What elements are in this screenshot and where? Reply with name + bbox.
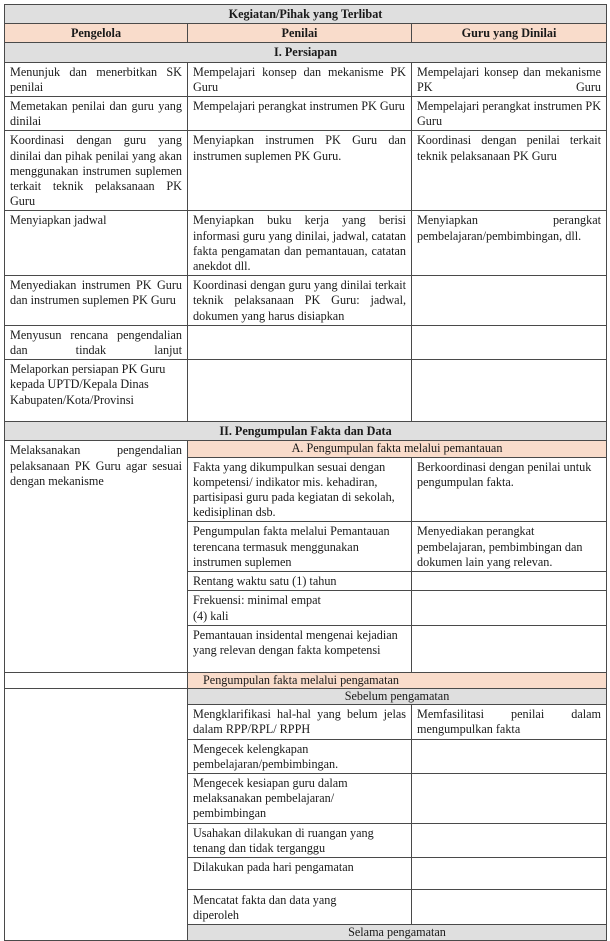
cell-penilai: Fakta yang dikumpulkan sesuai dengan kompetensi/ indikator mis. kehadiran, partisipasi guru pada kegiatan di sekolah, kedisiplinan dsb.: [188, 457, 412, 522]
section-2-title: II. Pengumpulan Fakta dan Data: [5, 422, 607, 441]
cell-pengelola-empty: [5, 688, 188, 940]
cell-guru: [412, 773, 607, 823]
sub-a-header-row: [5, 441, 607, 457]
section-1-row: [5, 43, 607, 62]
cell-penilai: Pemantauan insidental mengenai kejadian yang relevan dengan fakta kompetensi: [188, 625, 412, 672]
cell-guru: [412, 823, 607, 857]
cell-pengelola: Menyusun rencana pengendalian dan tindak lanjut: [5, 325, 188, 359]
sub-a-title: A. Pengumpulan fakta melalui pemantauan: [188, 441, 607, 457]
cell-penilai: Mengecek kelengkapan pembelajaran/pembimbingan.: [188, 739, 412, 773]
cell-guru: [412, 572, 607, 591]
sub-b-title: Pengumpulan fakta melalui pengamatan: [188, 672, 607, 688]
table-row: [5, 211, 607, 276]
table-title-row: [5, 5, 607, 24]
column-header-pengelola: Pengelola: [5, 24, 188, 43]
table-row: [5, 276, 607, 326]
cell-penilai: Pengumpulan fakta melalui Pemantauan terencana termasuk menggunakan instrumen suplemen: [188, 522, 412, 572]
table-row: [5, 97, 607, 131]
cell-pengelola-section-2: Melaksanakan pengendalian pelaksanaan PK Guru agar sesuai dengan mekanisme: [5, 441, 188, 672]
cell-penilai: [188, 325, 412, 359]
cell-guru: [412, 889, 607, 924]
cell-guru: Mempelajari konsep dan mekanisme PK Guru: [412, 62, 607, 96]
section-1-title: I. Persiapan: [5, 43, 607, 62]
table-row: [5, 131, 607, 211]
cell-pengelola: Melaporkan persiapan PK Guru kepada UPTD/Kepala Dinas Kabupaten/Kota/Provinsi: [5, 360, 188, 422]
cell-guru: [412, 739, 607, 773]
cell-penilai: Dilakukan pada hari pengamatan: [188, 857, 412, 889]
cell-pengelola: Menyediakan instrumen PK Guru dan instrumen suplemen PK Guru: [5, 276, 188, 326]
before-observation-row: [5, 688, 607, 704]
cell-penilai: Frekuensi: minimal empat (4) kali: [188, 591, 412, 625]
cell-pengelola: Memetakan penilai dan guru yang dinilai: [5, 97, 188, 131]
cell-guru: Memfasilitasi penilai dalam mengumpulkan fakta: [412, 705, 607, 739]
cell-penilai: Mengklarifikasi hal-hal yang belum jelas dalam RPP/RPL/ RPPH: [188, 705, 412, 739]
cell-penilai: Mempelajari perangkat instrumen PK Guru: [188, 97, 412, 131]
cell-penilai: [188, 360, 412, 422]
cell-guru: Berkoordinasi dengan penilai untuk pengumpulan fakta.: [412, 457, 607, 522]
cell-guru: [412, 276, 607, 326]
table-title: Kegiatan/Pihak yang Terlibat: [5, 5, 607, 24]
table-row: [5, 62, 607, 96]
before-observation-title: Sebelum pengamatan: [188, 688, 607, 704]
activity-table: [4, 4, 607, 941]
cell-penilai: Rentang waktu satu (1) tahun: [188, 572, 412, 591]
cell-guru: [412, 857, 607, 889]
cell-guru: [412, 591, 607, 625]
cell-penilai: Mencatat fakta dan data yang diperoleh: [188, 889, 412, 924]
cell-guru: Menyiapkan perangkat pembelajaran/pembimbingan, dll.: [412, 211, 607, 276]
cell-pengelola: Menyiapkan jadwal: [5, 211, 188, 276]
document-page: [4, 4, 606, 941]
cell-guru: Koordinasi dengan penilai terkait teknik pelaksanaan PK Guru: [412, 131, 607, 211]
cell-pengelola: Menunjuk dan menerbitkan SK penilai: [5, 62, 188, 96]
during-observation-title: Selama pengamatan: [188, 924, 607, 940]
cell-penilai: Menyiapkan instrumen PK Guru dan instrumen suplemen PK Guru.: [188, 131, 412, 211]
cell-guru: Menyediakan perangkat pembelajaran, pembimbingan dan dokumen lain yang relevan.: [412, 522, 607, 572]
column-header-guru: Guru yang Dinilai: [412, 24, 607, 43]
cell-pengelola: Koordinasi dengan guru yang dinilai dan pihak penilai yang akan menggunakan instrumen suplemen terkait teknik pelaksanaan PK Guru: [5, 131, 188, 211]
table-row: [5, 325, 607, 359]
cell-guru: [412, 625, 607, 672]
cell-penilai: Usahakan dilakukan di ruangan yang tenang dan tidak terganggu: [188, 823, 412, 857]
table-row: [5, 360, 607, 422]
column-header-penilai: Penilai: [188, 24, 412, 43]
column-header-row: [5, 24, 607, 43]
cell-pengelola-empty: [5, 672, 188, 688]
sub-b-header-row: [5, 672, 607, 688]
cell-penilai: Mengecek kesiapan guru dalam melaksanakan pembelajaran/ pembimbingan: [188, 773, 412, 823]
cell-guru: [412, 325, 607, 359]
cell-penilai: Koordinasi dengan guru yang dinilai terkait teknik pelaksanaan PK Guru: jadwal, dokumen yang harus disiapkan: [188, 276, 412, 326]
cell-penilai: Menyiapkan buku kerja yang berisi informasi guru yang dinilai, jadwal, catatan fakta pengamatan dan pemantauan, catatan anekdot dll.: [188, 211, 412, 276]
cell-guru: Mempelajari perangkat instrumen PK Guru: [412, 97, 607, 131]
cell-guru: [412, 360, 607, 422]
cell-penilai: Mempelajari konsep dan mekanisme PK Guru: [188, 62, 412, 96]
section-2-row: [5, 422, 607, 441]
